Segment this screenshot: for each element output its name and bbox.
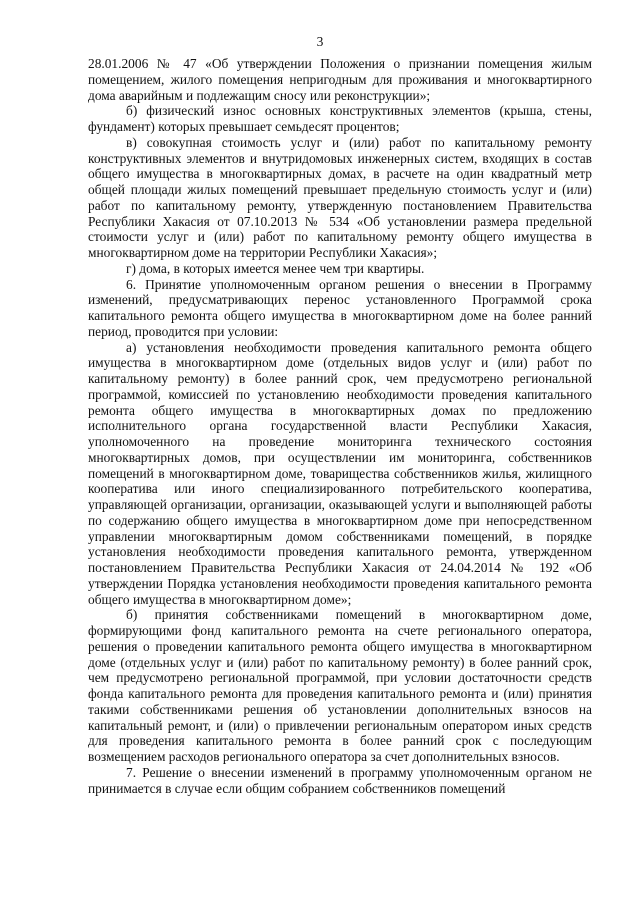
paragraph-section-7: 7. Решение о внесении изменений в программу уполномоченным органом не принимается в случае если общим собранием собственников помещений (88, 764, 592, 796)
paragraph-item-a-necessity: а) установления необходимости проведения капитального ремонта общего имущества в многоквартирном доме (отдельных видов услуг и (или) работ по капитальному ремонту) в более ранний срок, чем предусмотрено региональной программой, комиссией по установлению необходимости проведения капитального ремонта общего имущества в многоквартирных домах по предложению исполнительного органа государственной власти Республики Хакасия, уполномоченного на проведение мониторинга технического состояния многоквартирных домов, при осуществлении им мониторинга, собственников помещений в многоквартирном доме, товарищества собственников жилья, жилищного кооператива или иного специализированного потребительского кооператива, управляющей организации, организации, оказывающей услуги и выполняющей работы по содержанию общего имущества в многоквартирном доме при непосредственном управлении многоквартирным домом собственниками помещений, в порядке установления необходимости проведения капитального ремонта, утвержденном постановлением Правительства Республики Хакасия от 24.04.2014 № 192 «Об утверждении Порядка установления необходимости проведения капитального ремонта общего имущества в многоквартирном доме»; (88, 339, 592, 607)
paragraph-item-b-wear: б) физический износ основных конструктивных элементов (крыша, стены, фундамент) которых превышает семьдесят процентов; (88, 103, 592, 134)
paragraph-decree-reference: 28.01.2006 № 47 «Об утверждении Положения о признании помещения жилым помещением, жилого помещения непригодным для проживания и многоквартирного дома аварийным и подлежащим сносу или реконструкции»; (88, 56, 592, 103)
paragraph-section-6: 6. Принятие уполномоченным органом решения о внесении в Программу изменений, предусматривающих перенос установленного Программой срока капитального ремонта общего имущества в многоквартирном доме на более ранний период, проводится при условии: (88, 276, 592, 339)
document-body (88, 56, 592, 796)
paragraph-item-v-cost: в) совокупная стоимость услуг и (или) работ по капитальному ремонту конструктивных элементов и внутридомовых инженерных систем, входящих в состав общего имущества в многоквартирных домах, в расчете на один квадратный метр общей площади жилых помещений превышает предельную стоимость услуг и (или) работ по капитальному ремонту, утвержденную постановлением Правительства Республики Хакасия от 07.10.2013 № 534 «Об установлении размера предельной стоимости услуг и (или) работ по капитальному ремонту общего имущества в многоквартирном доме на территории Республики Хакасия»; (88, 134, 592, 260)
page-number: 3 (316, 34, 324, 49)
paragraph-item-g-apartments: г) дома, в которых имеется менее чем три квартиры. (126, 260, 425, 276)
paragraph-item-b-owners-decision: б) принятия собственниками помещений в многоквартирном доме, формирующими фонд капитального ремонта на счете регионального оператора, решения о проведении капитального ремонта общего имущества в многоквартирном доме (отдельных услуг и (или) работ по капитальному ремонту) в более ранний срок, чем предусмотрено региональной программой, при условии достаточности средств фонда капитального ремонта для проведения капитального ремонта и (или) принятия такими собственниками решения об установлении дополнительных взносов на капитальный ремонт, и (или) о привлечении региональным оператором иных средств для проведения капитального ремонта в более ранний срок с последующим возмещением расходов регионального оператора за счет дополнительных взносов. (88, 607, 592, 764)
